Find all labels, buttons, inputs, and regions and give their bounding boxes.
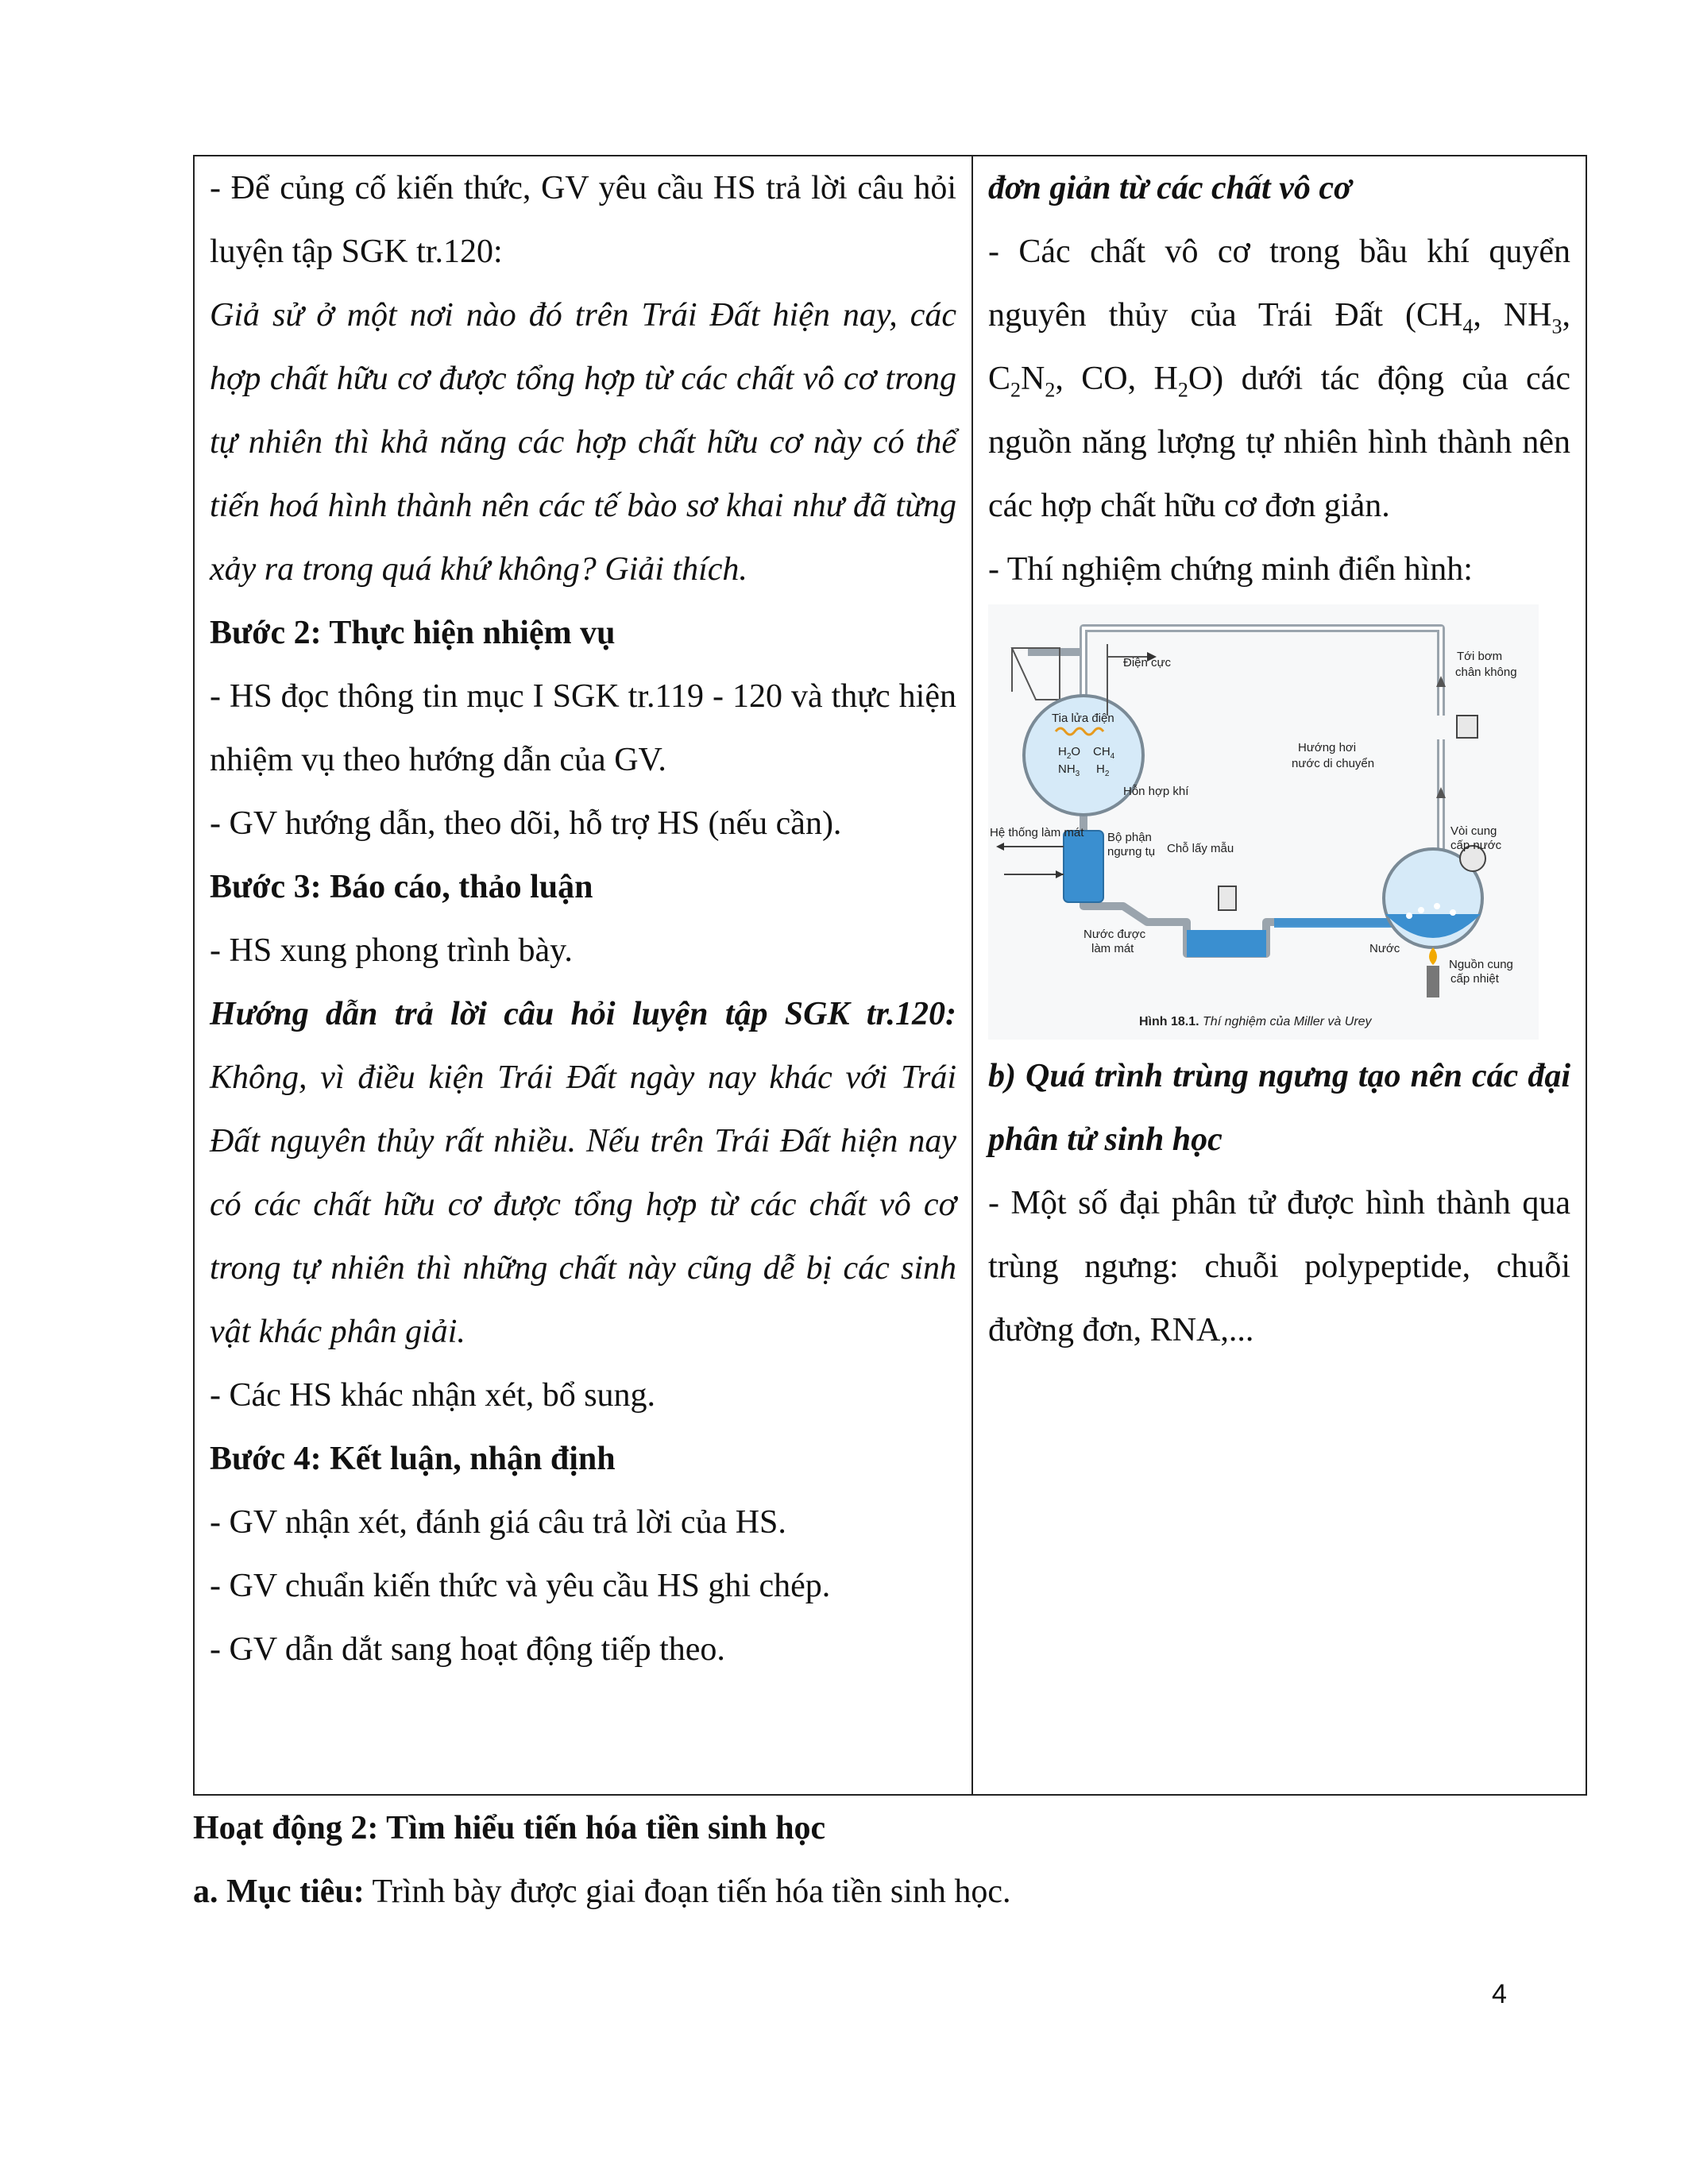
label-vacuum-2: chân không <box>1455 666 1517 679</box>
label-water: Nước <box>1369 942 1400 955</box>
miller-urey-figure <box>988 604 1539 1040</box>
step-2-heading: Bước 2: Thực hiện nhiệm vụ <box>210 615 616 651</box>
section-b-heading: b) Quá trình trùng ngưng tạo nên các đại phân tử sinh học <box>988 1058 1570 1158</box>
label-cooled-water-1: Nước được <box>1083 928 1146 941</box>
answer-guide <box>210 982 956 1364</box>
experiment-intro: - Thí nghiệm chứng minh điển hình: <box>988 551 1473 588</box>
inorganic-paragraph: - Các chất vô cơ trong bầu khí quyển nguyên thủy của Trái Đất ($CH_4$, $NH_3$, $C_2N_2$, CO, $H_2O$) dưới tác động của các nguồn năng lượng tự nhiên hình thành nên các hợp chất hữu cơ đơn giản. <box>988 233 1570 524</box>
label-spark: Tia lửa điện <box>1052 712 1114 725</box>
figure-caption: Hình 18.1. Thí nghiệm của Miller và Urey <box>1139 1015 1372 1028</box>
answer-guide-text: Không, vì điều kiện Trái Đất ngày nay khác với Trái Đất nguyên thủy rất nhiều. Nếu trên Trái Đất hiện nay có các chất hữu cơ được tổng hợp từ các chất vô cơ trong tự nhiên thì những chất này cũng dễ bị các sinh vật khác phân giải. <box>210 1059 956 1350</box>
miller-urey-diagram <box>988 604 1539 1040</box>
trap-water <box>1187 930 1266 957</box>
label-cooling-system: Hệ thống làm mát <box>990 826 1084 839</box>
step-4-item: - GV nhận xét, đánh giá câu trả lời của HS. <box>210 1504 786 1541</box>
step-2-item: - GV hướng dẫn, theo dõi, hỗ trợ HS (nếu cần). <box>210 805 842 842</box>
vacuum-valve <box>1457 716 1477 738</box>
burner <box>1427 966 1439 997</box>
teacher-activity-cell <box>194 156 972 1795</box>
condenser <box>1064 831 1103 902</box>
step-3-item: - HS xung phong trình bày. <box>210 932 573 969</box>
step-4-item: - GV chuẩn kiến thức và yêu cầu HS ghi chép. <box>210 1568 831 1604</box>
content-cell <box>972 156 1586 1795</box>
label-vacuum-1: Tới bơm <box>1457 650 1503 663</box>
sample-port <box>1219 886 1236 910</box>
label-electrode: Điện cực <box>1123 656 1172 669</box>
goal-line <box>193 1860 1011 1924</box>
answer-guide-heading: Hướng dẫn trả lời câu hỏi luyện tập SGK tr.120: <box>210 996 956 1032</box>
step-3-item: - Các HS khác nhận xét, bổ sung. <box>210 1377 656 1414</box>
label-cooled-water-2: làm mát <box>1091 942 1134 955</box>
page-number: 4 <box>1492 1979 1507 2009</box>
label-h2: $H_2$ <box>1096 762 1110 778</box>
label-nh3: $NH_3$ <box>1058 762 1080 778</box>
label-heat-1: Nguồn cung <box>1449 958 1513 971</box>
label-tap-2: cấp nước <box>1450 839 1502 852</box>
practice-question: Giả sử ở một nơi nào đó trên Trái Đất hiện nay, các hợp chất hữu cơ được tổng hợp từ các chất vô cơ trong tự nhiên thì khả năng các hợp chất hữu cơ này có thể tiến hoá hình thành nên các tế bào sơ khai như đã từng xảy ra trong quá khứ không? Giải thích. <box>210 297 956 588</box>
goal-text: Trình bày được giai đoạn tiến hóa tiền sinh học. <box>364 1873 1011 1910</box>
lesson-table <box>193 155 1587 1796</box>
label-tap-1: Vòi cung <box>1450 824 1497 838</box>
step-2-item: - HS đọc thông tin mục I SGK tr.119 - 120 và thực hiện nhiệm vụ theo hướng dẫn của GV. <box>210 678 956 778</box>
label-heat-2: cấp nhiệt <box>1450 972 1499 986</box>
section-heading-continued: đơn giản từ các chất vô cơ <box>988 170 1352 206</box>
macromolecule-paragraph: - Một số đại phân tử được hình thành qua trùng ngưng: chuỗi polypeptide, chuỗi đường đơn, RNA,... <box>988 1185 1570 1349</box>
step-4-heading: Bước 4: Kết luận, nhận định <box>210 1441 616 1477</box>
consolidation-text: - Để củng cố kiến thức, GV yêu cầu HS trả lời câu hỏi luyện tập SGK tr.120: <box>210 170 956 270</box>
label-vapor-1: Hướng hơi <box>1298 741 1357 754</box>
label-condenser-2: ngưng tụ <box>1107 845 1156 859</box>
table-row <box>194 156 1586 1795</box>
step-4-item: - GV dẫn dắt sang hoạt động tiếp theo. <box>210 1631 725 1668</box>
label-h2o: $H_2O$ <box>1058 745 1081 761</box>
activity-2-heading: Hoạt động 2: Tìm hiểu tiến hóa tiền sinh học <box>193 1810 826 1846</box>
label-sample: Chỗ lấy mẫu <box>1167 842 1234 855</box>
label-ch4: $CH_4$ <box>1093 745 1115 761</box>
goal-label: a. Mục tiêu: <box>193 1873 365 1910</box>
label-gas-mix: Hỗn hợp khí <box>1123 785 1189 798</box>
label-condenser-1: Bộ phận <box>1107 831 1152 844</box>
label-vapor-2: nước di chuyển <box>1292 757 1375 770</box>
step-3-heading: Bước 3: Báo cáo, thảo luận <box>210 869 593 905</box>
